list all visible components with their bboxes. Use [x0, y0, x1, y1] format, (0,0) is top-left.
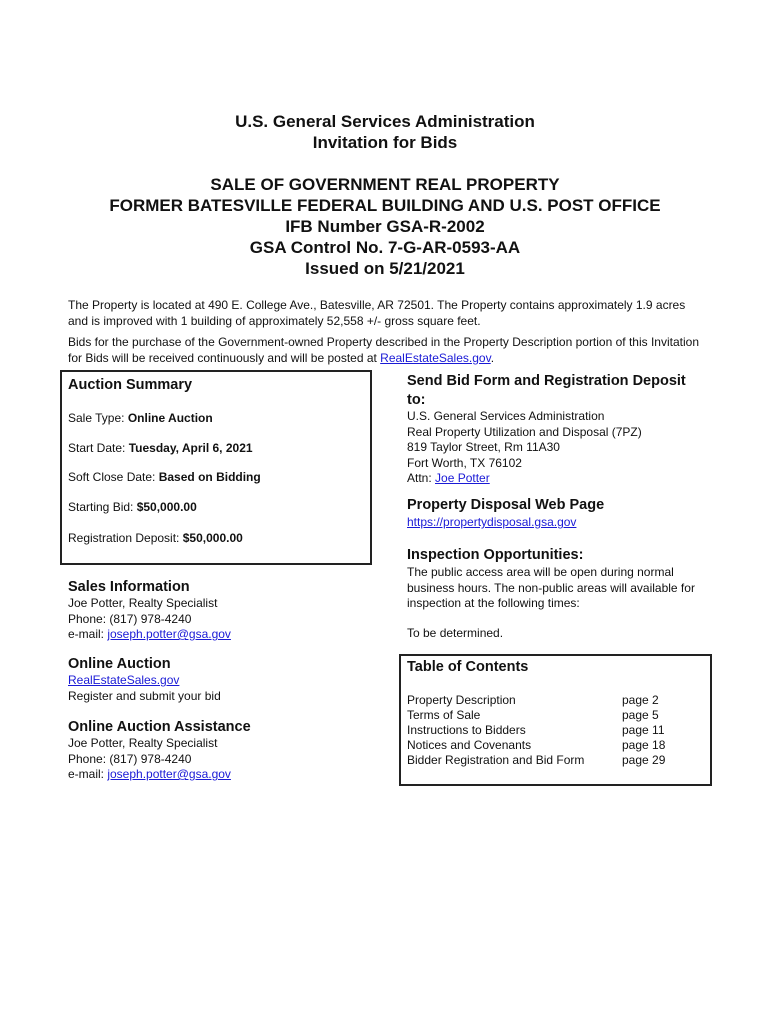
sales-contact-name: Joe Potter, Realty Specialist [68, 596, 218, 610]
online-auction-link[interactable]: RealEstateSales.gov [68, 673, 180, 687]
soft-close-value: Based on Bidding [158, 470, 261, 484]
sales-email-link[interactable]: joseph.potter@gsa.gov [107, 627, 231, 641]
toc-row [407, 753, 665, 768]
sale-type-label: Sale Type: [68, 411, 128, 425]
assistance-contact-email [68, 767, 231, 783]
assistance-email-link[interactable]: joseph.potter@gsa.gov [107, 767, 231, 781]
toc-row [407, 693, 665, 708]
ifb-number: IFB Number GSA-R-2002 [285, 217, 485, 236]
toc-item-name: Terms of Sale [407, 708, 481, 722]
property-title: FORMER BATESVILLE FEDERAL BUILDING AND U.S. POST OFFICE [109, 196, 661, 215]
deposit-label: Registration Deposit: [68, 531, 183, 545]
toc-row [407, 708, 665, 723]
sale-type [68, 411, 213, 427]
agency-title: U.S. General Services Administration [235, 112, 535, 131]
attn-name[interactable]: Joe Potter [435, 471, 490, 485]
address-line-3: 819 Taylor Street, Rm 11A30 [407, 440, 560, 454]
sale-type-value: Online Auction [127, 411, 213, 425]
soft-close-date [68, 470, 261, 486]
toc-item-name: Bidder Registration and Bid Form [407, 753, 585, 767]
online-auction-title: Online Auction [68, 656, 171, 672]
send-bid-address [407, 409, 642, 487]
toc-item-page: page 11 [622, 723, 665, 737]
start-date-label: Start Date: [68, 441, 129, 455]
address-line-1: U.S. General Services Administration [407, 409, 605, 423]
starting-bid [68, 500, 197, 516]
starting-bid-value: $50,000.00 [136, 500, 197, 514]
property-location-paragraph: The Property is located at 490 E. College Ave., Batesville, AR 72501. The Property contains approximately 1.9 acres and is improved with 1 building of approximately 52,558 +/- gross square feet. [68, 298, 686, 328]
toc-item-page: page 5 [622, 708, 659, 722]
bids-paragraph [68, 334, 708, 366]
control-number: GSA Control No. 7-G-AR-0593-AA [249, 238, 521, 257]
toc-row [407, 723, 665, 738]
soft-close-label: Soft Close Date: [68, 470, 159, 484]
toc-row [407, 738, 665, 753]
start-date [68, 441, 253, 457]
disposal-web-block [407, 515, 576, 531]
sale-title: SALE OF GOVERNMENT REAL PROPERTY [210, 175, 560, 194]
email-label: e-mail: [68, 627, 108, 641]
disposal-web-link[interactable]: https://propertydisposal.gsa.gov [407, 515, 577, 529]
inspection-title: Inspection Opportunities: [407, 547, 584, 563]
bids-paragraph-text: Bids for the purchase of the Government-owned Property described in the Property Description portion of this Invitation for Bids will be received continuously and will be posted at [68, 335, 699, 365]
inspection-text: The public access area will be open during normal business hours. The non-public areas will available for inspection at the following times: [407, 565, 695, 610]
email-label: e-mail: [68, 767, 108, 781]
registration-deposit [68, 531, 243, 547]
assistance-title: Online Auction Assistance [68, 719, 251, 735]
toc-list [407, 693, 665, 768]
online-auction-block [68, 673, 221, 704]
attn-label: Attn: [407, 471, 436, 485]
online-auction-text: Register and submit your bid [68, 688, 221, 703]
address-line-2: Real Property Utilization and Disposal (7PZ) [407, 424, 642, 439]
document-type: Invitation for Bids [312, 133, 458, 152]
issued-date: Issued on 5/21/2021 [305, 259, 465, 278]
toc-item-name: Instructions to Bidders [407, 723, 526, 737]
auction-summary-title: Auction Summary [68, 377, 193, 393]
assistance-contact-phone: Phone: (817) 978-4240 [68, 751, 192, 766]
deposit-value: $50,000.00 [182, 531, 243, 545]
sale-title-block [0, 174, 770, 279]
bids-paragraph-end: . [490, 351, 495, 365]
header-block [0, 111, 770, 153]
sales-contact-phone: Phone: (817) 978-4240 [68, 611, 192, 626]
start-date-value: Tuesday, April 6, 2021 [128, 441, 253, 455]
toc-item-page: page 29 [622, 753, 666, 767]
toc-item-page: page 2 [622, 693, 659, 707]
toc-title: Table of Contents [407, 659, 529, 675]
assistance-contact-name: Joe Potter, Realty Specialist [68, 736, 218, 750]
starting-bid-label: Starting Bid: [68, 500, 137, 514]
toc-item-page: page 18 [622, 738, 666, 752]
sales-information-title: Sales Information [68, 579, 190, 595]
inspection-tbd: To be determined. [407, 626, 504, 640]
sales-contact-email [68, 627, 231, 643]
sales-information-block [68, 596, 231, 643]
toc-item-name: Property Description [407, 693, 516, 707]
send-bid-title: Send Bid Form and Registration Deposit to: [407, 373, 686, 408]
disposal-web-title: Property Disposal Web Page [407, 497, 605, 513]
realestatesales-link[interactable]: RealEstateSales.gov [380, 351, 491, 365]
assistance-block [68, 736, 231, 783]
toc-item-name: Notices and Covenants [407, 738, 532, 752]
address-line-4: Fort Worth, TX 76102 [407, 455, 522, 470]
address-attn [407, 471, 642, 487]
